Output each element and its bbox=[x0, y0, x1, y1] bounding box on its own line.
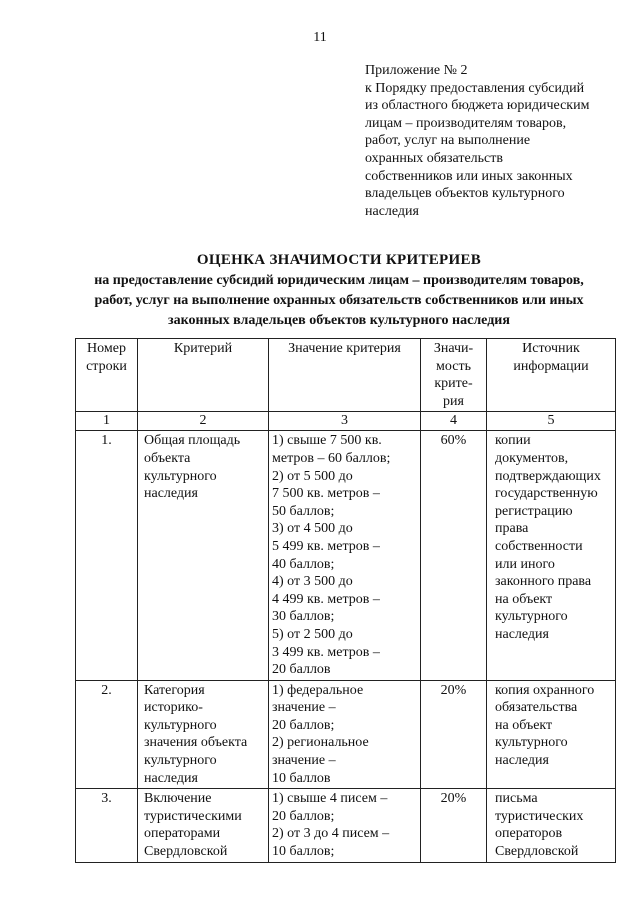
value-cell-line: 2) от 3 до 4 писем – bbox=[272, 826, 390, 842]
value-cell-line: 50 баллов; bbox=[272, 503, 335, 519]
header-line: Номер bbox=[87, 341, 126, 356]
appendix-line: Приложение № 2 bbox=[365, 63, 468, 78]
value-cell-line: 7 500 кв. метров – bbox=[272, 486, 380, 502]
value-cell bbox=[269, 789, 421, 862]
source-cell-line: культурного bbox=[495, 735, 568, 751]
value-cell-line: 10 баллов; bbox=[272, 844, 335, 860]
source-cell-line: обязательства bbox=[495, 700, 578, 716]
criterion-cell-line: наследия bbox=[144, 486, 198, 502]
document-title bbox=[50, 250, 628, 331]
header-line: Источник bbox=[522, 341, 580, 356]
criterion-cell-line: культурного bbox=[144, 468, 217, 484]
title-subtitle bbox=[50, 271, 628, 331]
subtitle-line: на предоставление субсидий юридическим лицам – производителям товаров, bbox=[94, 273, 584, 288]
value-cell bbox=[269, 431, 421, 680]
header-line: строки bbox=[86, 358, 127, 374]
criterion-cell bbox=[138, 680, 269, 789]
value-cell-line: 10 баллов bbox=[272, 770, 331, 786]
value-cell-line: значение – bbox=[272, 700, 336, 716]
header-line: информации bbox=[513, 358, 589, 374]
value-cell-line: 30 баллов; bbox=[272, 609, 335, 625]
subtitle-line: работ, услуг на выполнение охранных обязательств собственников или иных bbox=[94, 293, 584, 308]
page-number: 11 bbox=[313, 30, 327, 45]
column-number: 2 bbox=[138, 412, 269, 431]
source-cell-line: на объект bbox=[495, 591, 553, 607]
source-cell-line: операторов bbox=[495, 826, 563, 842]
value-cell-line: 2) от 5 500 до bbox=[272, 468, 353, 484]
header-line: мость bbox=[436, 358, 471, 374]
table-row bbox=[76, 431, 616, 680]
source-cell-line: законного права bbox=[495, 574, 592, 590]
value-cell bbox=[269, 680, 421, 789]
value-cell-line: 40 баллов; bbox=[272, 556, 335, 572]
row-number: 3. bbox=[76, 789, 138, 862]
header-line: рия bbox=[443, 393, 464, 409]
title-main: ОЦЕНКА ЗНАЧИМОСТИ КРИТЕРИЕВ bbox=[196, 252, 482, 268]
value-cell-line: 1) свыше 4 писем – bbox=[272, 791, 388, 807]
source-cell-line: собственности bbox=[495, 538, 583, 554]
criterion-cell-line: объекта bbox=[144, 450, 191, 466]
header-weight bbox=[421, 339, 487, 412]
weight-cell: 60% bbox=[421, 431, 487, 680]
table-body bbox=[76, 431, 616, 862]
subtitle-line: законных владельцев объектов культурного наследия bbox=[168, 313, 510, 328]
source-cell-line: копия охранного bbox=[495, 682, 595, 698]
header-line: Критерий bbox=[173, 341, 233, 356]
appendix-note bbox=[365, 62, 627, 220]
column-number: 4 bbox=[421, 412, 487, 431]
source-cell-line: регистрацию bbox=[495, 503, 573, 519]
criterion-cell-line: туристическими bbox=[144, 808, 242, 824]
header-source bbox=[487, 339, 616, 412]
value-cell-line: метров – 60 баллов; bbox=[272, 450, 391, 466]
criterion-cell-line: Общая площадь bbox=[144, 433, 241, 449]
criterion-cell bbox=[138, 431, 269, 680]
weight-cell: 20% bbox=[421, 680, 487, 789]
criterion-cell-line: Включение bbox=[144, 791, 212, 807]
criterion-cell-line: Свердловской bbox=[144, 844, 228, 860]
table-row bbox=[76, 680, 616, 789]
header-row-number bbox=[76, 339, 138, 412]
header-criterion bbox=[138, 339, 269, 412]
column-number: 1 bbox=[76, 412, 138, 431]
criteria-table bbox=[75, 338, 616, 863]
header-line: крите- bbox=[434, 376, 473, 392]
source-cell-line: документов, bbox=[495, 450, 569, 466]
criterion-cell-line: культурного bbox=[144, 753, 217, 769]
appendix-line: охранных обязательств bbox=[365, 150, 503, 166]
value-cell-line: 20 баллов; bbox=[272, 717, 335, 733]
appendix-line: к Порядку предоставления субсидий bbox=[365, 80, 585, 96]
appendix-line: из областного бюджета юридическим bbox=[365, 98, 590, 114]
value-cell-line: 20 баллов; bbox=[272, 808, 335, 824]
appendix-line: владельцев объектов культурного bbox=[365, 186, 565, 202]
row-number: 1. bbox=[76, 431, 138, 680]
column-number: 5 bbox=[487, 412, 616, 431]
source-cell-line: письма bbox=[495, 791, 538, 807]
value-cell-line: 1) федеральное bbox=[272, 682, 364, 698]
criterion-cell-line: Категория bbox=[144, 682, 205, 698]
source-cell-line: копии bbox=[495, 433, 531, 449]
value-cell-line: 3) от 4 500 до bbox=[272, 521, 353, 537]
appendix-line: наследия bbox=[365, 203, 419, 219]
source-cell-line: туристических bbox=[495, 808, 584, 824]
source-cell bbox=[487, 789, 616, 862]
source-cell-line: государственную bbox=[495, 486, 598, 502]
criterion-cell-line: наследия bbox=[144, 770, 198, 786]
value-cell-line: значение – bbox=[272, 753, 336, 769]
source-cell-line: культурного bbox=[495, 609, 568, 625]
value-cell-line: 4) от 3 500 до bbox=[272, 574, 353, 590]
source-cell-line: наследия bbox=[495, 753, 549, 769]
column-number-row bbox=[76, 412, 616, 431]
criterion-cell bbox=[138, 789, 269, 862]
value-cell-line: 4 499 кв. метров – bbox=[272, 591, 380, 607]
appendix-line: работ, услуг на выполнение bbox=[365, 133, 531, 149]
source-cell-line: права bbox=[495, 521, 529, 537]
criterion-cell-line: культурного bbox=[144, 717, 217, 733]
table-row bbox=[76, 789, 616, 862]
source-cell-line: Свердловской bbox=[495, 844, 579, 860]
weight-cell: 20% bbox=[421, 789, 487, 862]
source-cell-line: на объект bbox=[495, 717, 553, 733]
appendix-line: собственников или иных законных bbox=[365, 168, 573, 184]
value-cell-line: 3 499 кв. метров – bbox=[272, 644, 380, 660]
column-number: 3 bbox=[269, 412, 421, 431]
value-cell-line: 5) от 2 500 до bbox=[272, 626, 353, 642]
criterion-cell-line: операторами bbox=[144, 826, 221, 842]
row-number: 2. bbox=[76, 680, 138, 789]
header-line: Значи- bbox=[433, 341, 474, 356]
appendix-line: лицам – производителям товаров, bbox=[365, 115, 567, 131]
value-cell-line: 5 499 кв. метров – bbox=[272, 538, 380, 554]
criterion-cell-line: значения объекта bbox=[144, 735, 248, 751]
value-cell-line: 1) свыше 7 500 кв. bbox=[272, 433, 382, 449]
value-cell-line: 20 баллов bbox=[272, 662, 331, 678]
header-line: Значение критерия bbox=[288, 341, 401, 356]
source-cell bbox=[487, 680, 616, 789]
criterion-cell-line: историко- bbox=[144, 700, 203, 716]
value-cell-line: 2) региональное bbox=[272, 735, 369, 751]
header-value bbox=[269, 339, 421, 412]
source-cell bbox=[487, 431, 616, 680]
source-cell-line: наследия bbox=[495, 626, 549, 642]
table-header-row bbox=[76, 339, 616, 412]
source-cell-line: или иного bbox=[495, 556, 555, 572]
source-cell-line: подтверждающих bbox=[495, 468, 601, 484]
